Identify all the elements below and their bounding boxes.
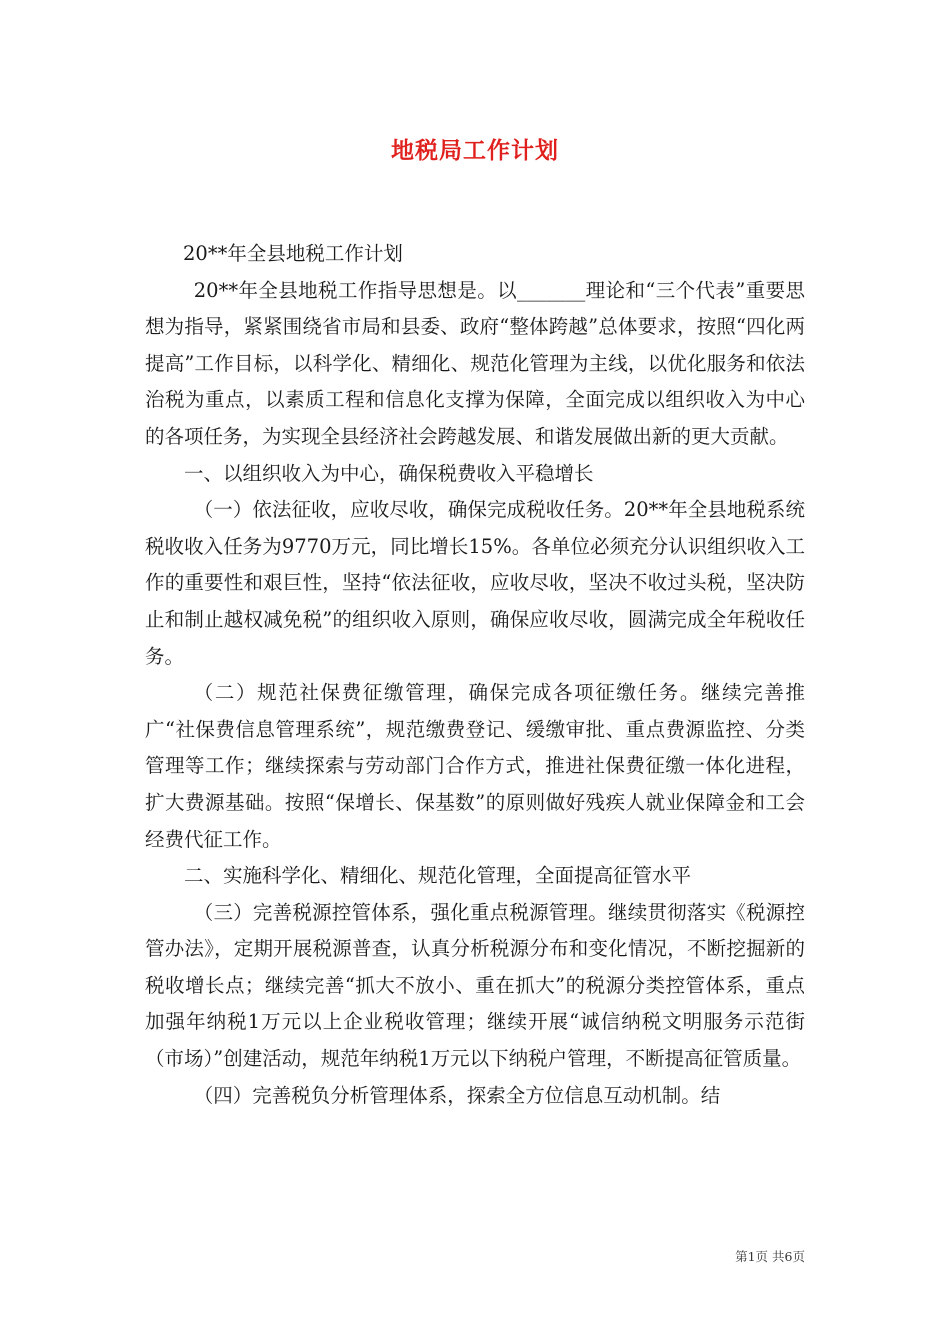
page-number: 第1页 共6页 [735,1249,805,1264]
paragraph-item-4: （四）完善税负分析管理体系，探索全方位信息互动机制。结 [193,1083,721,1107]
section-heading-2: 二、实施科学化、精细化、规范化管理，全面提高征管水平 [184,864,692,888]
section-heading-1: 一、以组织收入为中心，确保税费收入平稳增长 [184,461,594,485]
paragraph-item-3: （三）完善税源控管体系，强化重点税源管理。继续贯彻落实《税源控管办法》，定期开展税源普查，认真分析税源分布和变化情况，不断挖掘新的税收增长点；继续完善“抓大不放小、重在抓大”的税源分类控管体系，重点加强年纳税1万元以上企业税收管理；继续开展“诚信纳税文明服务示范街（市场）”创建活动，规范年纳税1万元以下纳税户管理，不断提高征管质量。 [145,900,805,1071]
document-body [145,236,805,1114]
document-title: 地税局工作计划 [391,137,559,164]
paragraph-guiding-principle: 20**年全县地税工作指导思想是。以_______理论和“三个代表”重要思想为指导，紧紧围绕省市局和县委、政府“整体跨越”总体要求，按照“四化两提高”工作目标，以科学化、精细化、规范化管理为主线，以优化服务和依法治税为重点，以素质工程和信息化支撑为保障，全面完成以组织收入为中心的各项任务，为实现全县经济社会跨越发展、和谐发展做出新的更大贡献。 [145,278,805,448]
paragraph-subtitle: 20**年全县地税工作计划 [183,242,403,265]
paragraph-item-1: （一）依法征收，应收尽收，确保完成税收任务。20**年全县地税系统税收收入任务为9770万元，同比增长15%。各单位必须充分认识组织收入工作的重要性和艰巨性，坚持“依法征收，应收尽收，坚决不收过头税，坚决防止和制止越权减免税”的组织收入原则，确保应收尽收，圆满完成全年税收任务。 [145,498,805,668]
paragraph-item-2: （二）规范社保费征缴管理，确保完成各项征缴任务。继续完善推广“社保费信息管理系统”，规范缴费登记、缓缴审批、重点费源监控、分类管理等工作；继续探索与劳动部门合作方式，推进社保费征缴一体化进程，扩大费源基础。按照“保增长、保基数”的原则做好残疾人就业保障金和工会经费代征工作。 [145,681,805,851]
